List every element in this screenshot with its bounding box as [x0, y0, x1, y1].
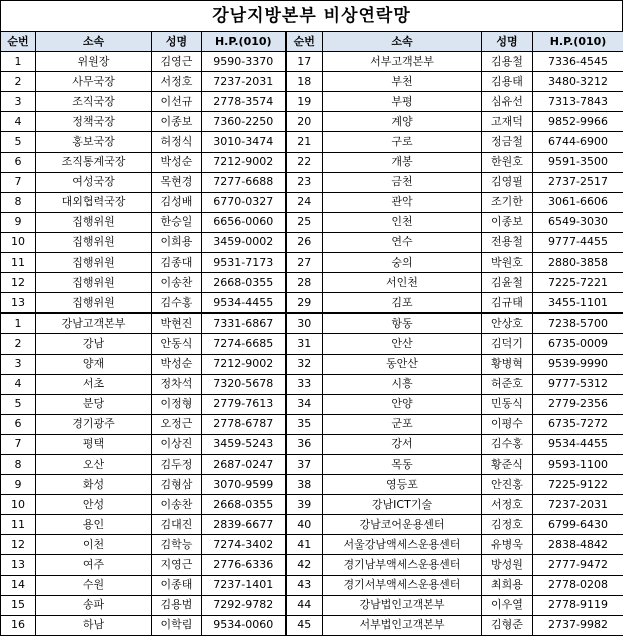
cell-dept: 숭의 — [323, 253, 482, 273]
cell-name: 민동식 — [482, 394, 533, 414]
cell-no: 11 — [1, 515, 36, 535]
cell-dept: 부천 — [323, 72, 482, 92]
cell-name: 김종대 — [152, 253, 202, 273]
cell-no: 3 — [1, 92, 36, 112]
cell-no: 11 — [1, 253, 36, 273]
cell-dept: 강남고객본부 — [36, 313, 152, 334]
cell-phone: 9534-4455 — [533, 434, 623, 454]
table-row — [1, 132, 623, 152]
cell-name: 이송찬 — [152, 273, 202, 293]
header-name: 성명 — [152, 32, 202, 52]
cell-phone: 6549-3030 — [533, 212, 623, 232]
cell-dept: 경기서부액세스운용센터 — [323, 575, 482, 595]
cell-phone: 7336-4545 — [533, 52, 623, 72]
cell-phone: 7277-6688 — [202, 172, 286, 192]
cell-no: 9 — [1, 212, 36, 232]
cell-name: 김형준 — [482, 615, 533, 635]
table-row — [1, 72, 623, 92]
cell-no: 20 — [286, 112, 323, 132]
header-no: 순번 — [286, 32, 323, 52]
cell-dept: 송파 — [36, 595, 152, 615]
cell-phone: 9852-9966 — [533, 112, 623, 132]
cell-phone: 3010-3474 — [202, 132, 286, 152]
cell-name: 이학림 — [152, 615, 202, 635]
header-dept: 소속 — [36, 32, 152, 52]
cell-phone: 3459-0002 — [202, 232, 286, 252]
cell-no: 13 — [1, 293, 36, 314]
cell-no: 29 — [286, 293, 323, 314]
cell-phone: 7360-2250 — [202, 112, 286, 132]
table-row — [1, 354, 623, 374]
cell-name: 이평수 — [482, 414, 533, 434]
cell-no: 2 — [1, 334, 36, 354]
header-row — [1, 32, 623, 52]
cell-phone: 9539-9990 — [533, 354, 623, 374]
cell-phone: 2839-6677 — [202, 515, 286, 535]
cell-name: 김규태 — [482, 293, 533, 314]
cell-phone: 9534-4455 — [202, 293, 286, 314]
cell-dept: 군포 — [323, 414, 482, 434]
cell-no: 34 — [286, 394, 323, 414]
cell-name: 이우열 — [482, 595, 533, 615]
cell-phone: 9777-5312 — [533, 374, 623, 394]
cell-name: 김용철 — [482, 52, 533, 72]
cell-phone: 7237-1401 — [202, 575, 286, 595]
cell-phone: 2668-0355 — [202, 273, 286, 293]
cell-name: 지영근 — [152, 555, 202, 575]
cell-name: 한원호 — [482, 152, 533, 172]
cell-dept: 경기남부액세스운용센터 — [323, 555, 482, 575]
table-row — [1, 495, 623, 515]
cell-no: 1 — [1, 313, 36, 334]
cell-name: 허준호 — [482, 374, 533, 394]
cell-name: 안동식 — [152, 334, 202, 354]
table-row — [1, 374, 623, 394]
cell-dept: 안양 — [323, 394, 482, 414]
cell-dept: 화성 — [36, 475, 152, 495]
table-row — [1, 232, 623, 252]
cell-name: 김수홍 — [482, 434, 533, 454]
cell-phone: 2880-3858 — [533, 253, 623, 273]
cell-dept: 조직국장 — [36, 92, 152, 112]
cell-name: 전용철 — [482, 232, 533, 252]
cell-no: 5 — [1, 394, 36, 414]
cell-no: 8 — [1, 454, 36, 474]
cell-dept: 이천 — [36, 535, 152, 555]
cell-dept: 구로 — [323, 132, 482, 152]
cell-no: 7 — [1, 172, 36, 192]
table-row — [1, 273, 623, 293]
cell-phone: 9534-0060 — [202, 615, 286, 635]
cell-no: 17 — [286, 52, 323, 72]
cell-no: 23 — [286, 172, 323, 192]
cell-dept: 수원 — [36, 575, 152, 595]
table-row — [1, 434, 623, 454]
cell-no: 10 — [1, 495, 36, 515]
cell-name: 김성배 — [152, 192, 202, 212]
cell-dept: 영등포 — [323, 475, 482, 495]
cell-dept: 서울강남액세스운용센터 — [323, 535, 482, 555]
cell-phone: 6735-0009 — [533, 334, 623, 354]
cell-no: 8 — [1, 192, 36, 212]
cell-phone: 9590-3370 — [202, 52, 286, 72]
cell-dept: 경기광주 — [36, 414, 152, 434]
cell-no: 6 — [1, 414, 36, 434]
cell-name: 정금철 — [482, 132, 533, 152]
cell-dept: 집행위원 — [36, 232, 152, 252]
cell-dept: 사무국장 — [36, 72, 152, 92]
cell-name: 김용범 — [152, 595, 202, 615]
cell-phone: 2778-0208 — [533, 575, 623, 595]
cell-no: 13 — [1, 555, 36, 575]
cell-dept: 집행위원 — [36, 212, 152, 232]
cell-dept: 동안산 — [323, 354, 482, 374]
cell-phone: 2779-2356 — [533, 394, 623, 414]
cell-dept: 부평 — [323, 92, 482, 112]
cell-dept: 개봉 — [323, 152, 482, 172]
cell-dept: 평택 — [36, 434, 152, 454]
cell-phone: 3070-9599 — [202, 475, 286, 495]
table-row — [1, 334, 623, 354]
cell-no: 4 — [1, 374, 36, 394]
cell-no: 27 — [286, 253, 323, 273]
cell-phone: 7331-6867 — [202, 313, 286, 334]
cell-phone: 2778-3574 — [202, 92, 286, 112]
cell-phone: 7313-7843 — [533, 92, 623, 112]
cell-no: 6 — [1, 152, 36, 172]
cell-dept: 김포 — [323, 293, 482, 314]
header-name: 성명 — [482, 32, 533, 52]
cell-name: 이종보 — [482, 212, 533, 232]
cell-dept: 오산 — [36, 454, 152, 474]
cell-no: 15 — [1, 595, 36, 615]
cell-dept: 금천 — [323, 172, 482, 192]
cell-phone: 2737-2517 — [533, 172, 623, 192]
table-row — [1, 92, 623, 112]
table-row — [1, 575, 623, 595]
cell-no: 44 — [286, 595, 323, 615]
cell-no: 37 — [286, 454, 323, 474]
cell-name: 김학능 — [152, 535, 202, 555]
cell-phone: 7320-5678 — [202, 374, 286, 394]
cell-no: 16 — [1, 615, 36, 635]
header-phone: H.P.(010) — [202, 32, 286, 52]
cell-name: 김용태 — [482, 72, 533, 92]
table-row — [1, 535, 623, 555]
cell-name: 이희용 — [152, 232, 202, 252]
cell-name: 오정근 — [152, 414, 202, 434]
cell-dept: 시흥 — [323, 374, 482, 394]
cell-no: 24 — [286, 192, 323, 212]
cell-phone: 7225-7221 — [533, 273, 623, 293]
cell-no: 36 — [286, 434, 323, 454]
cell-no: 4 — [1, 112, 36, 132]
cell-dept: 조직통계국장 — [36, 152, 152, 172]
table-row — [1, 172, 623, 192]
cell-dept: 정책국장 — [36, 112, 152, 132]
table-row — [1, 555, 623, 575]
cell-name: 이종보 — [152, 112, 202, 132]
cell-dept: 여주 — [36, 555, 152, 575]
cell-no: 40 — [286, 515, 323, 535]
cell-no: 38 — [286, 475, 323, 495]
cell-name: 김대진 — [152, 515, 202, 535]
table-row — [1, 615, 623, 635]
cell-dept: 연수 — [323, 232, 482, 252]
cell-name: 방성원 — [482, 555, 533, 575]
cell-phone: 9531-7173 — [202, 253, 286, 273]
cell-phone: 2778-6787 — [202, 414, 286, 434]
cell-name: 고재덕 — [482, 112, 533, 132]
cell-no: 5 — [1, 132, 36, 152]
table-row — [1, 515, 623, 535]
cell-no: 14 — [1, 575, 36, 595]
cell-name: 황병혁 — [482, 354, 533, 374]
table-row — [1, 192, 623, 212]
cell-dept: 집행위원 — [36, 253, 152, 273]
cell-name: 김형삼 — [152, 475, 202, 495]
table-row — [1, 394, 623, 414]
cell-phone: 7212-9002 — [202, 152, 286, 172]
cell-name: 김영필 — [482, 172, 533, 192]
cell-phone: 2778-9119 — [533, 595, 623, 615]
cell-dept: 대외협력국장 — [36, 192, 152, 212]
table-row — [1, 112, 623, 132]
cell-name: 이상진 — [152, 434, 202, 454]
table-row — [1, 475, 623, 495]
cell-phone: 2687-0247 — [202, 454, 286, 474]
table-row — [1, 152, 623, 172]
cell-dept: 강남법인고객본부 — [323, 595, 482, 615]
cell-name: 최희용 — [482, 575, 533, 595]
cell-no: 26 — [286, 232, 323, 252]
cell-name: 정차석 — [152, 374, 202, 394]
cell-name: 한승일 — [152, 212, 202, 232]
cell-name: 조기한 — [482, 192, 533, 212]
cell-phone: 9593-1100 — [533, 454, 623, 474]
cell-dept: 서부고객본부 — [323, 52, 482, 72]
cell-name: 이선규 — [152, 92, 202, 112]
header-phone: H.P.(010) — [533, 32, 623, 52]
cell-phone: 3459-5243 — [202, 434, 286, 454]
cell-no: 21 — [286, 132, 323, 152]
cell-dept: 집행위원 — [36, 293, 152, 314]
cell-dept: 용인 — [36, 515, 152, 535]
cell-dept: 목동 — [323, 454, 482, 474]
cell-no: 41 — [286, 535, 323, 555]
cell-phone: 7225-9122 — [533, 475, 623, 495]
cell-phone: 2776-6336 — [202, 555, 286, 575]
cell-no: 35 — [286, 414, 323, 434]
table-row — [1, 253, 623, 273]
cell-dept: 양재 — [36, 354, 152, 374]
cell-dept: 관악 — [323, 192, 482, 212]
cell-no: 31 — [286, 334, 323, 354]
cell-no: 28 — [286, 273, 323, 293]
cell-phone: 2668-0355 — [202, 495, 286, 515]
cell-phone: 7237-2031 — [533, 495, 623, 515]
cell-dept: 서초 — [36, 374, 152, 394]
cell-phone: 6770-0327 — [202, 192, 286, 212]
cell-dept: 인천 — [323, 212, 482, 232]
cell-phone: 7292-9782 — [202, 595, 286, 615]
cell-dept: 강서 — [323, 434, 482, 454]
cell-name: 박성순 — [152, 152, 202, 172]
cell-dept: 강남코어운용센터 — [323, 515, 482, 535]
cell-phone: 9591-3500 — [533, 152, 623, 172]
cell-name: 이정형 — [152, 394, 202, 414]
table-row — [1, 293, 623, 314]
cell-no: 42 — [286, 555, 323, 575]
cell-name: 안진홍 — [482, 475, 533, 495]
cell-no: 19 — [286, 92, 323, 112]
cell-phone: 7212-9002 — [202, 354, 286, 374]
cell-phone: 6656-0060 — [202, 212, 286, 232]
cell-dept: 서인천 — [323, 273, 482, 293]
cell-name: 안상호 — [482, 313, 533, 334]
cell-name: 황준식 — [482, 454, 533, 474]
cell-phone: 2838-4842 — [533, 535, 623, 555]
cell-phone: 7238-5700 — [533, 313, 623, 334]
cell-phone: 2777-9472 — [533, 555, 623, 575]
cell-no: 9 — [1, 475, 36, 495]
cell-name: 김덕기 — [482, 334, 533, 354]
cell-dept: 위원장 — [36, 52, 152, 72]
cell-no: 43 — [286, 575, 323, 595]
cell-no: 32 — [286, 354, 323, 374]
cell-phone: 6744-6900 — [533, 132, 623, 152]
cell-name: 유병욱 — [482, 535, 533, 555]
cell-no: 30 — [286, 313, 323, 334]
cell-name: 서정호 — [482, 495, 533, 515]
cell-no: 12 — [1, 273, 36, 293]
cell-name: 이송찬 — [152, 495, 202, 515]
cell-dept: 강남 — [36, 334, 152, 354]
table-row — [1, 595, 623, 615]
header-dept: 소속 — [323, 32, 482, 52]
cell-name: 심유선 — [482, 92, 533, 112]
table-row — [1, 414, 623, 434]
cell-phone: 2779-7613 — [202, 394, 286, 414]
cell-no: 22 — [286, 152, 323, 172]
cell-name: 허정식 — [152, 132, 202, 152]
cell-dept: 서부법인고객본부 — [323, 615, 482, 635]
cell-phone: 7274-6685 — [202, 334, 286, 354]
cell-phone: 2737-9982 — [533, 615, 623, 635]
cell-no: 10 — [1, 232, 36, 252]
cell-no: 25 — [286, 212, 323, 232]
cell-dept: 홍보국장 — [36, 132, 152, 152]
table-row — [1, 212, 623, 232]
cell-phone: 9777-4455 — [533, 232, 623, 252]
cell-phone: 7237-2031 — [202, 72, 286, 92]
cell-name: 김두정 — [152, 454, 202, 474]
cell-no: 33 — [286, 374, 323, 394]
cell-name: 서정호 — [152, 72, 202, 92]
cell-phone: 6799-6430 — [533, 515, 623, 535]
cell-dept: 항동 — [323, 313, 482, 334]
cell-dept: 집행위원 — [36, 273, 152, 293]
table-row — [1, 52, 623, 72]
cell-name: 박현진 — [152, 313, 202, 334]
cell-name: 이종태 — [152, 575, 202, 595]
cell-no: 3 — [1, 354, 36, 374]
cell-name: 김정호 — [482, 515, 533, 535]
cell-name: 박원호 — [482, 253, 533, 273]
cell-phone: 7274-3402 — [202, 535, 286, 555]
cell-dept: 안성 — [36, 495, 152, 515]
cell-no: 12 — [1, 535, 36, 555]
cell-no: 7 — [1, 434, 36, 454]
table-body — [1, 52, 623, 636]
cell-name: 목현경 — [152, 172, 202, 192]
table-row — [1, 454, 623, 474]
sheet-title: 강남지방본부 비상연락망 — [0, 0, 623, 31]
cell-no: 2 — [1, 72, 36, 92]
cell-no: 1 — [1, 52, 36, 72]
cell-name: 김수홍 — [152, 293, 202, 314]
cell-dept: 분당 — [36, 394, 152, 414]
cell-no: 39 — [286, 495, 323, 515]
cell-no: 18 — [286, 72, 323, 92]
cell-dept: 계양 — [323, 112, 482, 132]
cell-phone: 3455-1101 — [533, 293, 623, 314]
cell-dept: 안산 — [323, 334, 482, 354]
cell-no: 45 — [286, 615, 323, 635]
cell-phone: 3061-6606 — [533, 192, 623, 212]
cell-name: 김윤철 — [482, 273, 533, 293]
cell-dept: 여성국장 — [36, 172, 152, 192]
cell-name: 김영근 — [152, 52, 202, 72]
cell-name: 박성순 — [152, 354, 202, 374]
header-no: 순번 — [1, 32, 36, 52]
contact-table — [0, 31, 623, 636]
cell-phone: 6735-7272 — [533, 414, 623, 434]
cell-phone: 3480-3212 — [533, 72, 623, 92]
cell-dept: 강남ICT기술 — [323, 495, 482, 515]
table-row — [1, 313, 623, 334]
cell-dept: 하남 — [36, 615, 152, 635]
